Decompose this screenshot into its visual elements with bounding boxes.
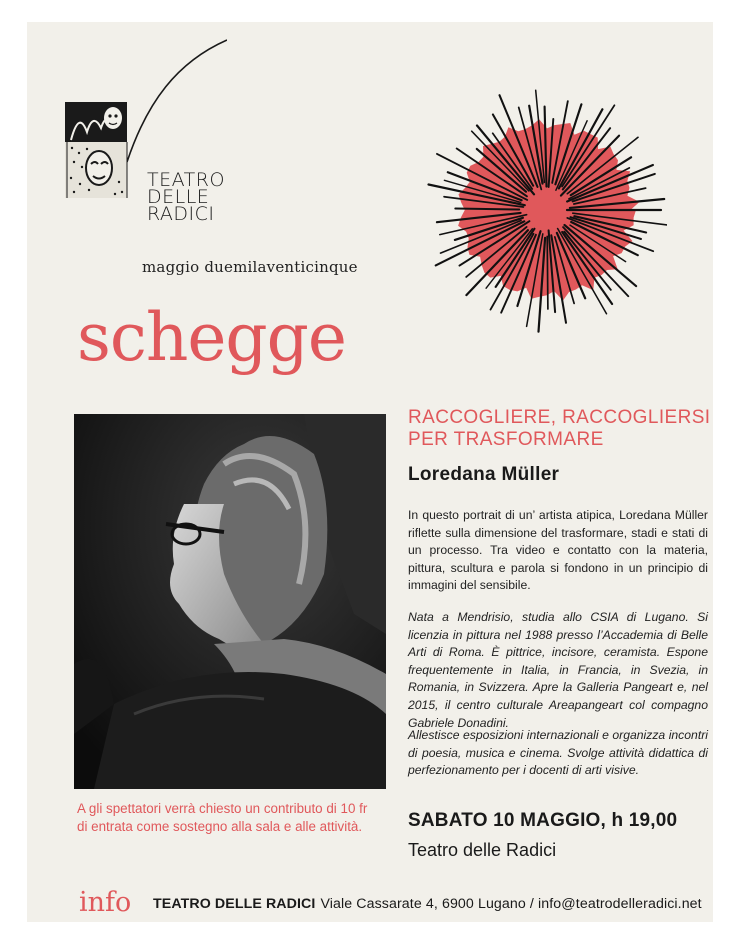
sun-ray — [547, 236, 548, 309]
bio-paragraph: Nata a Mendrisio, studia allo CSIA di Lugano. Si licenzia in pittura nel 1988 presso l’Accademia di Belle Arti di Roma. È pittrice, incisore, ceramista. Espone frequentemente in Italia, in Francia, in Svezia, in Romania, in Svizzera. Apre la Galleria Pangeart e, nel 2015, il centro culturale Areapangeart col compagno Gabriele Donadini. — [408, 610, 708, 730]
footer-org: TEATRO DELLE RADICI — [153, 896, 316, 912]
sun-ray — [455, 209, 519, 210]
headline-line-1: RACCOGLIERE, RACCOGLIERSI — [408, 407, 711, 428]
subtitle: maggio duemilaventicinque — [142, 258, 358, 276]
footer-contact — [153, 896, 702, 912]
headline-line-2: PER TRASFORMARE — [408, 429, 604, 450]
bio-paragraph-2: Allestisce esposizioni internazionali e organizza incontri di poesia, musica e cinema. Svolge attività didattica di perfezionamento per i docenti di arti visive. — [408, 728, 708, 778]
logo-line-1: TEATRO — [147, 169, 225, 191]
event-date: SABATO 10 MAGGIO, h 19,00 — [408, 810, 678, 831]
info-label: info — [79, 887, 132, 918]
portrait-photo — [74, 414, 386, 789]
contribution-note: A gli spettatori verrà chiesto un contributo di 10 fr di entrata come sostegno alla sala e alle attività. — [77, 801, 368, 834]
poster — [27, 22, 713, 922]
headline — [408, 407, 710, 451]
author-name: Loredana Müller — [408, 464, 560, 485]
logo-line-3: RADICI — [147, 203, 215, 225]
event-venue: Teatro delle Radici — [408, 840, 557, 860]
footer-address[interactable]: Viale Cassarate 4, 6900 Lugano / info@teatrodelleradici.net — [320, 896, 702, 912]
logo-line-2: DELLE — [147, 186, 210, 208]
sunburst-illustration — [427, 82, 667, 342]
intro-paragraph: In questo portrait di un’ artista atipica, Loredana Müller riflette sulla dimensione del trasformare, stadi e stati di un processo. Tra video e contatto con la materia, pittura, scultura e parola si fondono in un principio di immagini del sensibile. — [408, 508, 708, 593]
page-title: schegge — [77, 299, 346, 376]
logo-wordmark — [147, 169, 225, 225]
